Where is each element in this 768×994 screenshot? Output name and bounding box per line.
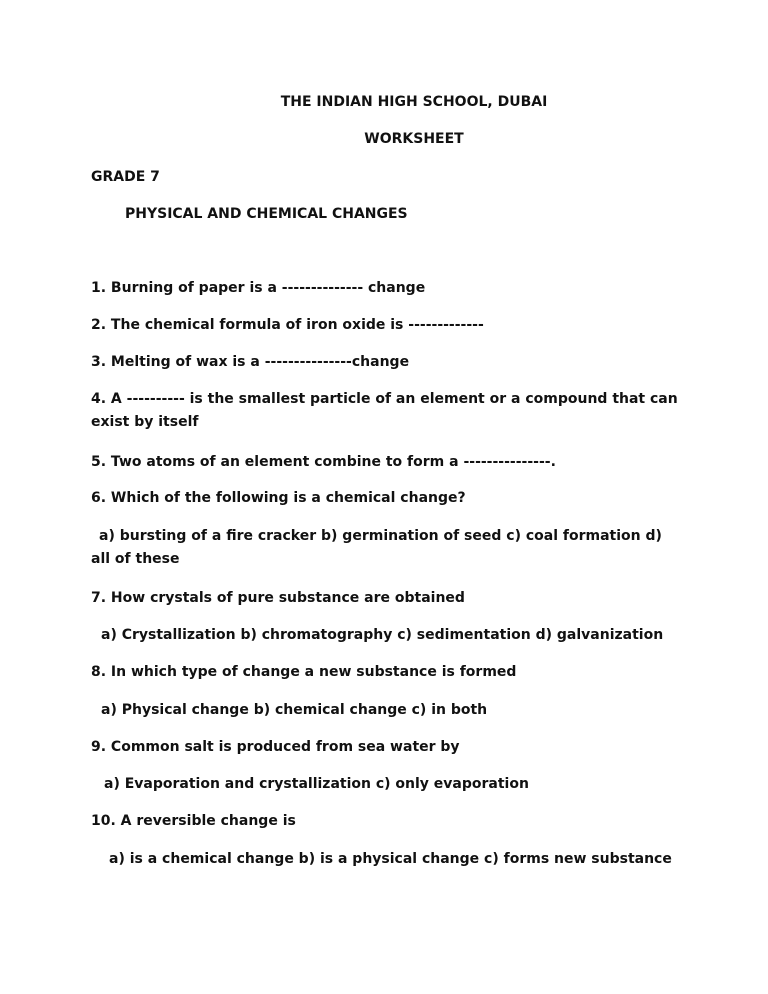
school-name: THE INDIAN HIGH SCHOOL, DUBAI <box>280 94 548 110</box>
topic-title: PHYSICAL AND CHEMICAL CHANGES <box>125 206 408 222</box>
question-4: 4. A ---------- is the smallest particle of an element or a compound that can exist by itself <box>91 391 678 430</box>
question-3: 3. Melting of wax is a ---------------change <box>91 354 410 370</box>
question-5: 5. Two atoms of an element combine to form a ---------------. <box>91 454 556 470</box>
question-9-options: a) Evaporation and crystallization c) only evaporation <box>104 776 529 792</box>
question-2: 2. The chemical formula of iron oxide is ------------- <box>91 317 484 333</box>
question-8: 8. In which type of change a new substance is formed <box>91 664 517 680</box>
question-6: 6. Which of the following is a chemical change? <box>91 490 466 506</box>
question-9: 9. Common salt is produced from sea water by <box>91 739 460 755</box>
question-1: 1. Burning of paper is a -------------- change <box>91 280 426 296</box>
question-7-options: a) Crystallization b) chromatography c) sedimentation d) galvanization <box>101 627 664 643</box>
question-10-options: a) is a chemical change b) is a physical change c) forms new substance <box>109 851 672 867</box>
grade-label: GRADE 7 <box>91 169 160 185</box>
question-10: 10. A reversible change is <box>91 813 296 829</box>
question-8-options: a) Physical change b) chemical change c) in both <box>101 702 488 718</box>
worksheet-title: WORKSHEET <box>364 131 464 147</box>
question-7: 7. How crystals of pure substance are obtained <box>91 590 465 606</box>
question-6-options: a) bursting of a fire cracker b) germination of seed c) coal formation d) all of these <box>91 528 662 567</box>
